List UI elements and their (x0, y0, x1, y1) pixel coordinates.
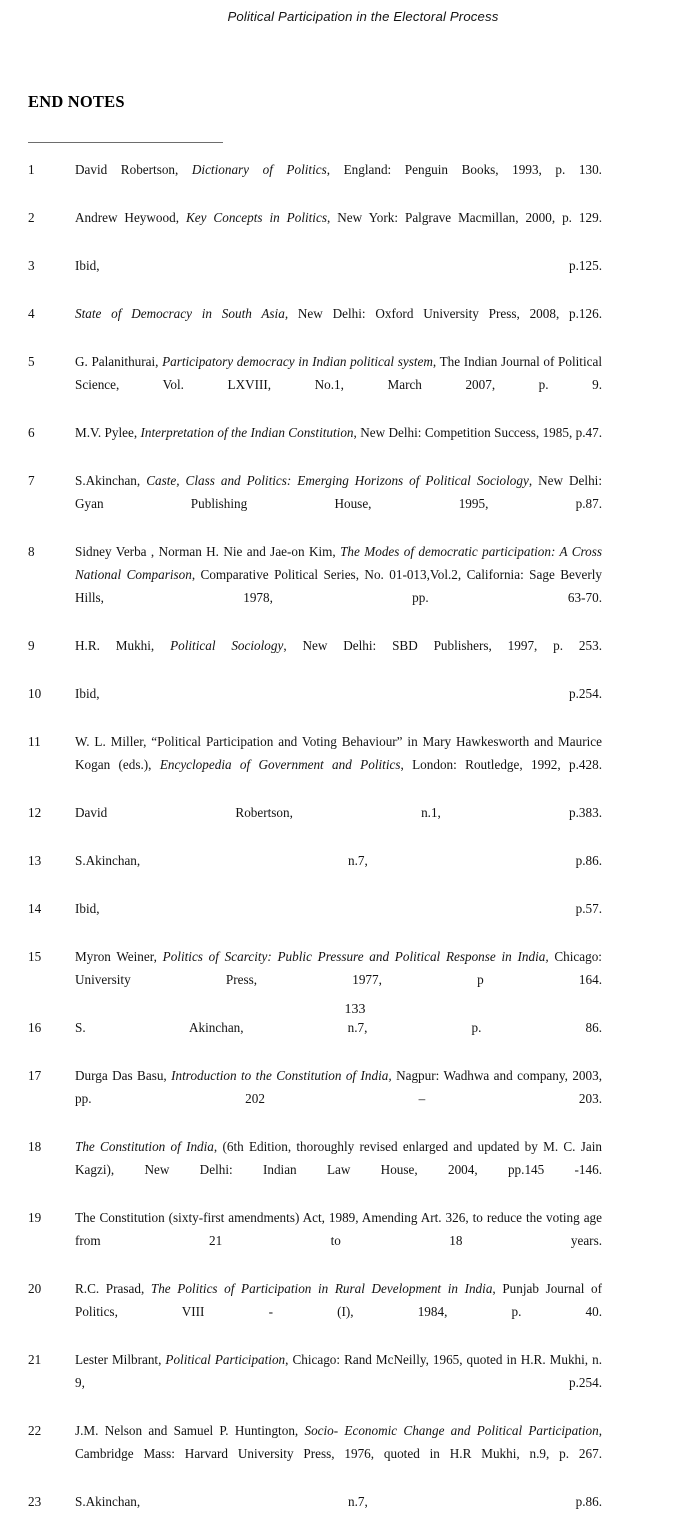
endnotes-list (28, 158, 602, 1537)
endnote-text (75, 634, 602, 680)
endnote-number: 11 (28, 733, 41, 749)
endnote-item (28, 1016, 602, 1062)
endnote-text-run: S.Akinchan, (75, 472, 147, 488)
endnote-text-run: David Robertson, n.1, p.383. (75, 804, 602, 820)
endnote-text-run: G. Palanithurai, (75, 353, 163, 369)
endnote-item (28, 897, 602, 943)
running-head: Political Participation in the Electoral Process (227, 9, 499, 24)
endnote-text (75, 1016, 602, 1062)
endnote-title-italic: The Politics of Participation in Rural Development in India (150, 1281, 493, 1297)
endnote-item (28, 801, 602, 847)
endnote-title-italic: Interpretation of the Indian Constitution (140, 424, 354, 440)
endnote-title-italic: Introduction to the Constitution of India, (171, 1067, 392, 1083)
endnote-item (28, 634, 602, 680)
endnote-item (28, 206, 602, 252)
endnote-item (28, 158, 602, 204)
endnote-text-run: , The Indian Journal of Political Science, Vol. LXVIII, No.1, March 2007, p. 9. (75, 353, 602, 392)
endnote-number: 8 (28, 543, 35, 559)
endnote-number: 20 (28, 1281, 42, 1297)
endnote-text (75, 540, 602, 633)
endnote-text (75, 730, 602, 800)
endnote-number: 7 (28, 472, 35, 488)
endnote-text-run: Chicago: University Press, 1977, p 164. (75, 948, 602, 987)
endnote-item (28, 350, 602, 420)
endnote-title-italic: Politics of Scarcity: Public Pressure and Political Response in India, (162, 948, 549, 964)
endnote-text-run: , New York: Palgrave Macmillan, 2000, p. 129. (326, 209, 602, 225)
endnote-title-italic: Socio- Economic Change and Political Participation (304, 1423, 599, 1439)
endnote-title-italic: Political Participation (165, 1352, 286, 1368)
endnote-item (28, 1490, 602, 1536)
endnote-number: 21 (28, 1352, 42, 1368)
endnote-text-run: Myron Weiner, (75, 948, 163, 964)
endnote-number: 23 (28, 1494, 42, 1510)
endnote-number: 15 (28, 948, 42, 964)
endnote-number: 22 (28, 1423, 42, 1439)
endnote-item (28, 540, 602, 633)
endnote-item (28, 1135, 602, 1205)
endnote-number: 2 (28, 209, 35, 225)
endnote-number: 5 (28, 353, 35, 369)
endnote-text-run: , Punjab Journal of Politics, VIII - (I), 1984, p. 40. (75, 1281, 603, 1320)
endnote-title-italic: Key Concepts in Politics (185, 209, 327, 225)
endnote-text-run: Ibid, p.125. (75, 257, 602, 273)
endnote-title-italic: The Constitution of India (75, 1138, 214, 1154)
endnote-text (75, 1490, 602, 1536)
endnote-title-italic: Participatory democracy in Indian political system (162, 353, 433, 369)
endnote-title-italic: Political Sociology (170, 638, 284, 654)
endnote-text-run: Lester Milbrant, (75, 1352, 166, 1368)
endnote-number: 17 (28, 1067, 42, 1083)
endnote-text-run: , England: Penguin Books, 1993, p. 130. (326, 162, 602, 177)
endnote-number: 18 (28, 1138, 42, 1154)
endnote-item (28, 849, 602, 895)
endnote-text (75, 849, 602, 895)
endnote-text-run: M.V. Pylee, (75, 424, 141, 440)
endnote-text-run: Ibid, p.254. (75, 685, 602, 701)
endnote-number: 14 (28, 900, 42, 916)
endnote-number: 10 (28, 685, 42, 701)
endnote-text-run: , Chicago: Rand McNeilly, 1965, quoted in H.R. Mukhi, n. 9, p.254. (75, 1352, 602, 1391)
endnote-number: 3 (28, 257, 35, 273)
page-title: END NOTES (28, 92, 125, 111)
endnote-text (75, 158, 602, 204)
endnote-text-run: H.R. Mukhi, (75, 638, 171, 654)
endnote-item (28, 682, 602, 728)
endnote-item (28, 1206, 602, 1276)
endnote-text-run: S.Akinchan, n.7, p.86. (75, 852, 602, 868)
endnote-item (28, 254, 602, 300)
endnote-text-run: David Robertson, (75, 162, 192, 177)
endnote-number: 6 (28, 424, 35, 440)
endnote-text-run: , New Delhi: SBD Publishers, 1997, p. 253. (283, 638, 603, 654)
endnote-number: 1 (28, 162, 35, 177)
endnote-text (75, 1064, 602, 1134)
endnote-text (75, 1419, 602, 1489)
endnote-text (75, 897, 602, 943)
endnote-item (28, 1277, 602, 1347)
endnote-text (75, 206, 602, 252)
endnote-text-run: Durga Das Basu, (75, 1067, 172, 1083)
endnote-text (75, 302, 602, 348)
endnote-item (28, 469, 602, 539)
endnote-number: 12 (28, 804, 42, 820)
endnote-text-run: , Comparative Political Series, No. 01-013,Vol.2, California: Sage Beverly Hills, 1978, pp. 63-70. (75, 566, 602, 606)
endnote-text-run: Sidney Verba , Norman H. Nie and Jae-on Kim, (75, 543, 341, 559)
endnote-text-run: Andrew Heywood, (75, 209, 186, 225)
endnote-item (28, 1064, 602, 1134)
endnote-number: 9 (28, 638, 35, 654)
endnote-item (28, 421, 602, 467)
endnote-item (28, 302, 602, 348)
endnote-item (28, 730, 602, 800)
endnote-text (75, 421, 602, 467)
endnote-text-run: Nagpur: Wadhwa and company, 2003, pp. 202 – 203. (75, 1067, 603, 1106)
endnote-number: 13 (28, 852, 42, 868)
endnote-text (75, 1206, 602, 1276)
endnote-title-italic: Encyclopedia of Government and Politics (159, 757, 401, 773)
endnote-item (28, 1419, 602, 1489)
endnote-text (75, 1277, 602, 1347)
endnote-number: 16 (28, 1019, 42, 1035)
endnote-text-run: W. L. Miller, “Political Participation and Voting Behaviour” in Mary Hawkesworth and Maurice Kogan (eds.), (75, 733, 602, 773)
endnote-text (75, 350, 602, 420)
endnote-text-run: , London: Routledge, 1992, p.428. (400, 757, 602, 773)
endnote-text-run: , Cambridge Mass: Harvard University Press, 1976, quoted in H.R Mukhi, n.9, p. 267. (75, 1423, 602, 1462)
endnote-title-italic: State of Democracy in South Asia, (75, 305, 289, 321)
endnote-text-run: R.C. Prasad, (75, 1281, 151, 1297)
endnote-item (28, 1348, 602, 1418)
endnote-text (75, 1135, 602, 1205)
endnote-text-run: The Constitution (sixty-first amendments) Act, 1989, Amending Art. 326, to reduce the voting age from 21 to 18 years. (75, 1209, 602, 1249)
endnote-text-run: , New Delhi: Competition Success, 1985, p.47. (353, 424, 602, 440)
endnote-text-run: S. Akinchan, n.7, p. 86. (75, 1019, 602, 1035)
page-number: 133 (344, 1002, 366, 1017)
endnote-text-run: New Delhi: Oxford University Press, 2008, p.126. (288, 305, 602, 321)
endnote-title-italic: Caste, Class and Politics: Emerging Horizons of Political Sociology (146, 472, 529, 488)
endnote-text-run: Ibid, p.57. (75, 900, 602, 916)
endnote-text-run: J.M. Nelson and Samuel P. Huntington, (75, 1423, 305, 1439)
endnote-text-run: , New Delhi: Gyan Publishing House, 1995, p.87. (75, 472, 602, 511)
endnote-text (75, 682, 602, 728)
endnote-text-run: S.Akinchan, n.7, p.86. (75, 1494, 602, 1510)
endnote-text (75, 1348, 602, 1418)
endnote-text (75, 469, 602, 539)
endnote-text (75, 254, 602, 300)
endnote-number: 19 (28, 1209, 42, 1225)
endnote-title-italic: The Modes of democratic participation: A Cross National Comparison (75, 543, 602, 582)
endnote-title-italic: Dictionary of Politics (191, 162, 327, 177)
endnote-number: 4 (28, 305, 35, 321)
endnote-text-run: , (6th Edition, thoroughly revised enlarged and updated by M. C. Jain Kagzi), New Delhi: Indian Law House, 2004, pp.145 -146. (75, 1138, 602, 1178)
notes-separator-rule (28, 142, 223, 143)
endnote-text (75, 801, 602, 847)
